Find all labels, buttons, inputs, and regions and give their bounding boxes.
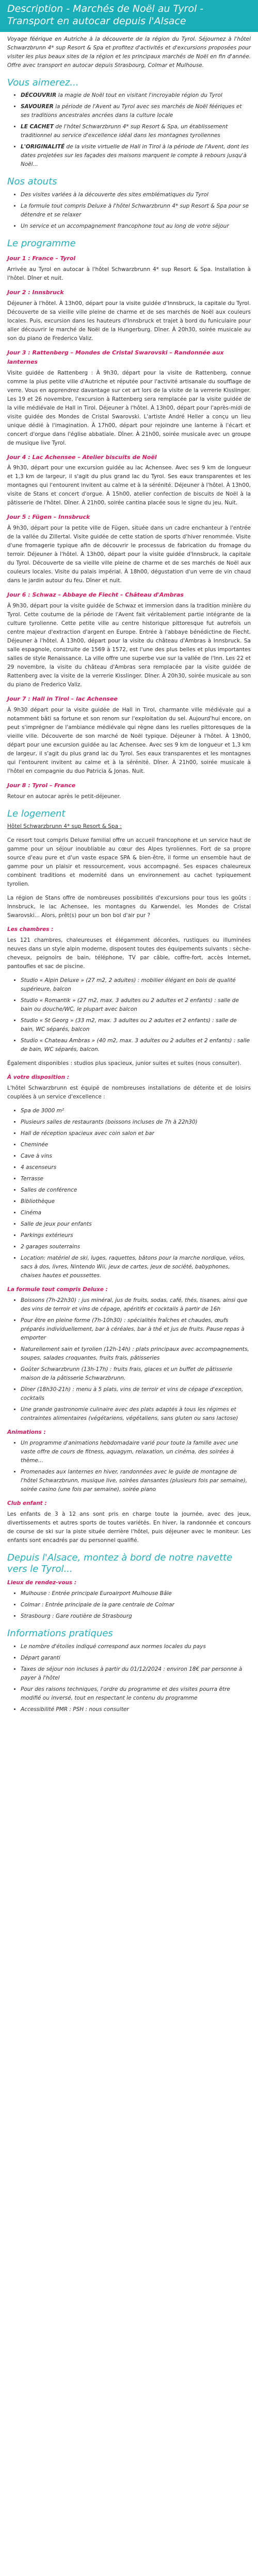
list-item: • Studio « St Georg » (33 m2, max. 3 adultes ou 2 adultes et 2 enfants) : salle de bain, WC séparés, balcon [21, 1016, 251, 1034]
list-item: • Spa de 3000 m² [21, 1107, 251, 1115]
list-item: • Mulhouse : Entrée principale Euroairport Mulhouse Bâle [21, 1589, 251, 1598]
list-item: • Cave à vins [21, 1152, 251, 1161]
list-item: • Studio « Romantik » (27 m2, max. 3 adultes ou 2 adultes et 2 enfants) : salle de bain ou douche/WC, le plupart avec balcon [21, 996, 251, 1014]
main-content [0, 35, 258, 1714]
list-item: • Location: matériel de ski, luges, raquettes, bâtons pour la marche nordique, vélos, sacs à dos, livres, Nintendo Wii, jeux de cartes, jeux de société, babyphones, chaises hautes et poussettes. [21, 1254, 251, 1280]
list-item [21, 103, 251, 120]
chambres-label: Les chambres : [7, 926, 54, 933]
infos-heading: Informations pratiques [7, 1628, 113, 1639]
hotel-name: Hôtel Schwarzbrunn 4* sup Resort & Spa : [7, 823, 122, 830]
list-item: • Naturellement sain et tyrolien (12h-14h) : plats principaux avec accompagnements, soupes, salades croquantes, fruits frais, pâtisseries [21, 1345, 251, 1363]
formule-label: La formule tout compris Deluxe : [7, 1286, 108, 1293]
list-item: • Accessibilité PMR : PSH : nous consulter [21, 1705, 251, 1714]
atouts-heading: Nos atouts [7, 176, 57, 188]
animations-label: Animations : [7, 1429, 46, 1436]
list-item: • 4 ascenseurs [21, 1163, 251, 1172]
list-item: • Une grande gastronomie culinaire avec des plats adaptés à tous les régimes et contraintes alimentaires (végétariens, végétaliens, sans gluten ou sans lactose) [21, 1405, 251, 1423]
list-item: • Goûter Schwarzbrunn (13h-17h) : fruits frais, glaces et un buffet de pâtisserie maison de la pâtisserie Schwarzbrunn. [21, 1365, 251, 1383]
page-header [0, 0, 258, 32]
day-title: Jour 3 : Rattenberg – Mondes de Cristal Swarovski – Randonnée aux lanternes [7, 349, 224, 365]
transport-label: Lieux de rendez-vous : [7, 1580, 77, 1586]
item-text: de l'hôtel Schwarzbrunn 4* sup Resort & Spa, un établissement traditionnel au service d'excellence idéal dans les montagnes tyroliennes [21, 124, 228, 139]
day-text: À 9h30, départ pour la visite guidée de Schwaz et immersion dans la tradition minière du Tyrol. Cette coutume de la période de l'Avent fait véritablement partie intégrante de la culture tyrolienne. Cette petite ville au centre historique pittoresque fut autrefois un centre majeur d'extraction d'argent en Europe. Entrée à l'abbaye bénédictine de Fiecht. Déjeuner à l'hôtel. À 13h00, départ pour la visite du château d'Ambras à Innsbruck. Sa salle espagnole, construite de 1569 à 1572, est l'une des plus belles et plus importantes salles de style Renaissance. La ville offre une superbe vue sur la vallée de l'Inn. Les 22 et 29 novembre, la visite du château d'Ambras sera remplacée par la visite guidée de Rattenberg avec la visite de la verrerie Kisslinger. Dîner. À 20h30, soirée musicale au son du piano de Frederico Valiz. [7, 602, 251, 688]
dispo-text: L'hôtel Schwarzbrunn est équipé de nombreuses installations de détente et de loisirs couplées à un service d'excellence : [7, 1085, 251, 1100]
list-item: • Pour être en pleine forme (7h-10h30) : spécialités fraîches et chaudes, œufs préparés individuellement, bar à céréales, bar à thé et jus de fruits. Pause repas à emporter [21, 1316, 251, 1343]
list-item [21, 91, 251, 100]
list-item: • Un programme d'animations hebdomadaire varié pour toute la famille avec une vaste offre de cours de fitness, aquagym, relaxation, un cinéma, des soirées à thème... [21, 1439, 251, 1465]
item-head: SAVOURER [21, 104, 54, 110]
day-title: Jour 1 : France – Tyrol [7, 255, 76, 262]
list-item: • Départ garanti [21, 1654, 251, 1663]
list-item: • Studio « Alpin Deluxe » (27 m2, 2 adultes) : mobilier élégant en bois de qualité supérieure, balcon [21, 976, 251, 994]
day-title: Jour 2 : Innsbruck [7, 289, 64, 296]
logement-heading: Le logement [7, 808, 66, 819]
formule-list [7, 1296, 251, 1423]
list-item: • Dîner (18h30-21h) : menu à 5 plats, vins de terroir et vins de cépage d'exception, cocktails [21, 1385, 251, 1403]
list-item: • Un service et un accompagnement francophone tout au long de votre séjour [21, 222, 251, 231]
list-item: • Colmar : Entrée principale de la gare centrale de Colmar [21, 1601, 251, 1609]
list-item: • Terrasse [21, 1175, 251, 1183]
list-item: • Studio « Chateau Ambras » (40 m2, max. 3 adultes ou 2 adultes et 2 enfants) : salle de bain, WC séparés, balcon. [21, 1037, 251, 1054]
list-item: • Cheminée [21, 1141, 251, 1149]
aimerez-heading: Vous aimerez... [7, 77, 79, 88]
item-head: LE CACHET [21, 124, 54, 130]
day-text: À 9h30, départ pour la petite ville de Fügen, située dans un cadre enchanteur à l'entrée de la vallée du Zillertal. Visite guidée de cette station de sports d'hiver renommée. Visite d'une fromagerie typique afin de découvrir le processus de fabrication du fromage du terroir. Déjeuner à l'hôtel. À 13h00, départ pour la visite guidée d'Innsbruck, la capitale du Tyrol. Découverte de sa vieille ville pleine de charme et de ses marchés de Noël aux couleurs locales. Visite du palais impérial. À 18h00, dégustation d'un verre de vin chaud dans le jardin autour du feu. Dîner et nuit. [7, 525, 251, 584]
chambres-text: Les 121 chambres, chaleureuses et élégamment décorées, rustiques ou illuminées neuves dans un style alpin moderne, disposent toutes des équipements suivants : sèche-cheveux, peignoirs de bain, téléphone, TV par câble, coffre-fort, accès Internet, pantoufles et sac de piscine. [7, 937, 251, 970]
day-text: Arrivée au Tyrol en autocar à l'hôtel Schwarzbrunn 4* sup Resort & Spa. Installation à l'hôtel. Dîner et nuit. [7, 266, 251, 282]
dispo-label: À votre disposition : [7, 1074, 69, 1081]
list-item: • 2 garages souterrains [21, 1243, 251, 1251]
list-item: • Pour des raisons techniques, l'ordre du programme et des visites pourra être modifié ou inversé, tout en respectant le contenu du programme [21, 1685, 251, 1703]
day-text: Visite guidée de Rattenberg : À 9h30, départ pour la visite de Rattenberg, connue comme la plus petite ville d'Autriche et réputée pour l'activité artisanale du soufflage de verre. Vous en apprendrez davantage sur cet art lors de la visite de la verrerie Kisslinger. Les 19 et 26 novembre, l'excursion à Rattenberg sera remplacée par la visite guidée de la ville médiévale de Hall in Tirol. Déjeuner à l'hôtel. À 13h00, départ pour l'après-midi de visite guidée des Mondes de Cristal Swarovski. L'artiste André Heller a conçu un lieu unique dédié à l'imagination. À 17h00, départ pour rejoindre une lanterne à l'écart et concert d'orgue dans l'église abbatiale. Dîner. À 21h00, soirée musicale avec un groupe de musique live Tyrol. [7, 369, 251, 446]
list-item: • Hall de réception spacieux avec coin salon et bar [21, 1129, 251, 1138]
list-item [21, 143, 251, 169]
list-item: • Taxes de séjour non incluses à partir du 01/12/2024 : environ 18€ par personne à payer à l'hôtel [21, 1665, 251, 1683]
club-text: Les enfants de 3 à 12 ans sont pris en charge toute la journée, avec des jeux, divertissements et autres sports de toutes variétés. En hiver, la randonnée et concours de course de ski sur la piste située derrière l'hôtel, puis déjeuner avec le moniteur. Les enfants sont encadrés par du personnel qualifié. [7, 1511, 251, 1544]
day-title: Jour 7 : Hall in Tirol – lac Achensee [7, 695, 118, 702]
item-text: la magie de Noël tout en visitant l'incroyable région du Tyrol [58, 92, 222, 99]
page-title: Description - Marchés de Noël au Tyrol - Transport en autocar depuis l'Alsace [7, 3, 204, 27]
aimerez-list [7, 91, 251, 169]
list-item: • Bibliothèque [21, 1197, 251, 1206]
day-text: À 9h30, départ pour une excursion guidée au lac Achensee. Avec ses 9 km de longueur et 1,3 km de largeur, il s'agit du plus grand lac du Tyrol. Ses eaux transparentes et les montagnes qui l'entourent invitent au calme et à la sérénité. Déjeuner à l'hôtel. À 13h00, visite de Stans et concert d'orgue. À 15h00, atelier confection de biscuits de Noël à la pâtisserie de l'hôtel. Dîner. À 21h00, soirée cantina placée sous le signe du jeu. Nuit. [7, 465, 251, 506]
list-item: • Cinéma [21, 1209, 251, 1217]
intro-text: Voyage féérique en Autriche à la découverte de la région du Tyrol. Séjournez à l'hôtel Schwarzbrunn 4* sup Resort & Spa et profitez d'activités et d'excursions proposées pour visiter les plus beaux sites de la région et les principaux marchés de Noël en fin d'année. Offre avec transport en autocar depuis Strasbourg, Colmar et Mulhouse. [7, 36, 251, 69]
list-item: • Promenades aux lanternes en hiver, randonnées avec le guide de montagne de l'hôtel Schwarzbrunn, musique live, soirées dansantes (plusieurs fois par semaine), soirée casino (une fois par semaine), soirée piano [21, 1468, 251, 1494]
programme-heading: Le programme [7, 238, 76, 249]
club-label: Club enfant : [7, 1500, 47, 1507]
transport-list [7, 1589, 251, 1621]
item-head: DÉCOUVRIR [21, 92, 57, 99]
day-title: Jour 6 : Schwaz – Abbaye de Fiecht – Château d'Ambras [7, 591, 184, 599]
day-text: Déjeuner à l'hôtel. À 13h00, départ pour la visite guidée d'Innsbruck, la capitale du Tyrol. Découverte de sa vieille ville pleine de charme et de ses marchés de Noël aux couleurs locales. Puis, excursion dans les hauteurs d'Innsbruck et trajet à bord du funiculaire pour aller découvrir le marché de Noël de la Hungerburg. Dîner. À 20h30, soirée musicale au son du piano de Frederico Valiz. [7, 300, 251, 342]
day-title: Jour 8 : Tyrol – France [7, 782, 76, 789]
day-text: À 9h30 départ pour la visite guidée de Hall in Tirol, charmante ville médiévale qui a notamment bâti sa fortune et son renom sur l'exploitation du sel. Aujourd'hui encore, on peut s'imprégner de l'ambiance médiévale qui règne dans les ruelles pittoresques de la vieille ville. Découverte de son marché de Noël typique. Déjeuner à l'hôtel. À 13h00, départ pour une excursion guidée au lac Achensee. Avec ses 9 km de longueur et 1,3 km de largeur, il s'agit du plus grand lac du Tyrol. Ses eaux transparentes et les montagnes qui l'entourent invitent au calme et à la sérénité. Dîner. À 21h00, soirée musicale à l'hôtel en compagnie du duo Patricia & Jonas. Nuit. [7, 706, 251, 774]
list-item: • Parkings extérieurs [21, 1231, 251, 1240]
chambres-note: Également disponibles : studios plus spacieux, junior suites et suites (nous consulter). [7, 1060, 241, 1067]
list-item: • Strasbourg : Gare routière de Strasbourg [21, 1612, 251, 1621]
chambres-list [7, 976, 251, 1054]
transport-heading: Depuis l'Alsace, montez à bord de notre navette vers le Tyrol... [7, 1552, 233, 1574]
item-text: de la visite virtuelle de Hall in Tirol à la période de l'Avent, dont les dates projetées sur les façades des maisons marquent le compte à rebours jusqu'à Noël... [21, 144, 249, 168]
item-head: L'ORIGINALITÉ [21, 144, 65, 150]
day-title: Jour 4 : Lac Achensee – Atelier biscuits de Noël [7, 453, 157, 461]
infos-list [7, 1642, 251, 1714]
atouts-list [7, 191, 251, 231]
logement-p2: La région de Stans offre de nombreuses possibilités d'excursions pour tous les goûts : Innsbruck, le lac Achensee, les montagnes du Karwendel, les Mondes de Cristal Swarovski... Alors, prêt(s) pour un bon bol d'air pur ? [7, 895, 251, 919]
item-text: la période de l'Avent au Tyrol avec ses marchés de Noël féériques et ses traditions ancestrales ancrées dans la culture locale [21, 104, 242, 119]
list-item [21, 123, 251, 140]
list-item: • Salle de jeux pour enfants [21, 1220, 251, 1229]
list-item: • Le nombre d'étoiles indiqué correspond aux normes locales du pays [21, 1642, 251, 1651]
animations-list [7, 1439, 251, 1494]
list-item: • Plusieurs salles de restaurants (boissons incluses de 7h à 22h30) [21, 1118, 251, 1127]
dispo-list [7, 1107, 251, 1280]
list-item: • Des visites variées à la découverte des sites emblématiques du Tyrol [21, 191, 251, 199]
day-title: Jour 5 : Fügen – Innsbruck [7, 514, 90, 521]
list-item: • Boissons (7h-22h30) : jus minéral, jus de fruits, sodas, café, thés, tisanes, ainsi que des vins de terroir et vins de cépage, apéritifs et cocktails à partir de 16h [21, 1296, 251, 1314]
list-item: • La formule tout compris Deluxe à l'hôtel Schwarzbrunn 4* sup Resort & Spa pour se détendre et se relaxer [21, 202, 251, 219]
list-item: • Salles de conférence [21, 1186, 251, 1195]
logement-p1: Ce resort tout compris Deluxe familial offre un accueil francophone et un service haut de gamme pour un séjour inoubliable au cœur des Alpes tyroliennes. Fort de sa propre source d'eau pure et d'un vaste espace SPA & bien-être, il forme un ensemble haut de gamme pour un plaisir et ressourcement, vous accompagné. Ses espaces chaleureux combinent traditions et modernité dans un environnement au cachet typiquement tyrolien. [7, 837, 251, 888]
day-text: Retour en autocar après le petit-déjeuner. [7, 793, 121, 800]
